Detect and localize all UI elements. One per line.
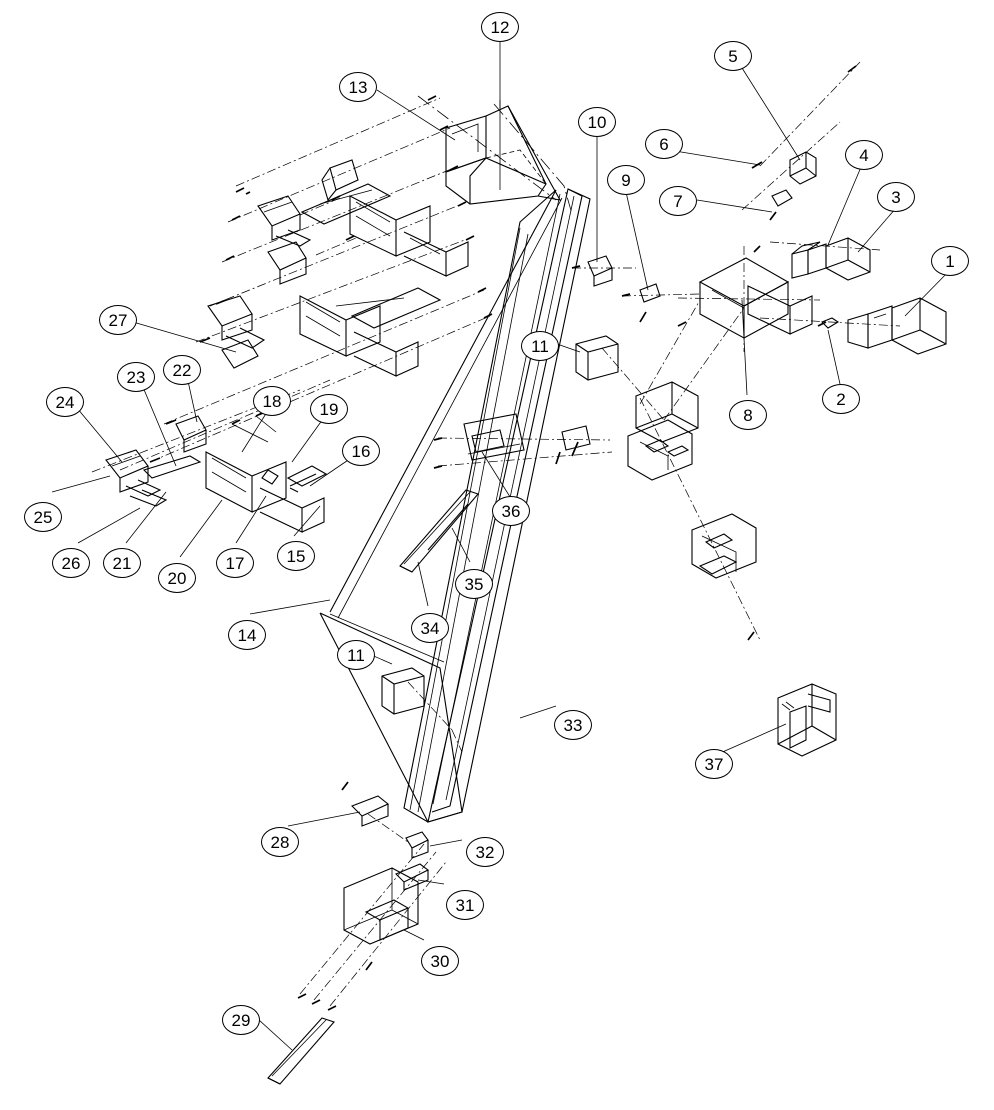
balloon-14[interactable]: 14 xyxy=(228,620,266,650)
balloon-29[interactable]: 29 xyxy=(222,1005,260,1035)
balloon-1[interactable]: 1 xyxy=(931,246,969,276)
cover-11-upper xyxy=(576,336,664,420)
balloon-19[interactable]: 19 xyxy=(310,394,348,424)
balloon-26[interactable]: 26 xyxy=(52,548,90,578)
balloon-21[interactable]: 21 xyxy=(103,548,141,578)
strip-29 xyxy=(268,1018,334,1084)
main-rail xyxy=(320,189,590,822)
balloon-11-upper[interactable]: 11 xyxy=(521,331,559,361)
balloon-35[interactable]: 35 xyxy=(455,569,493,599)
balloon-27[interactable]: 27 xyxy=(99,305,137,335)
plate-36 xyxy=(434,414,612,468)
balloon-22[interactable]: 22 xyxy=(163,355,201,385)
balloon-2[interactable]: 2 xyxy=(822,384,860,414)
balloon-11-lower[interactable]: 11 xyxy=(337,640,375,670)
balloon-20[interactable]: 20 xyxy=(158,563,196,593)
balloon-33[interactable]: 33 xyxy=(554,710,592,740)
balloon-18[interactable]: 18 xyxy=(253,386,291,416)
left-lower-subassembly xyxy=(106,412,326,532)
balloon-17[interactable]: 17 xyxy=(216,548,254,578)
balloon-4[interactable]: 4 xyxy=(845,140,883,170)
balloon-28[interactable]: 28 xyxy=(261,827,299,857)
balloon-13[interactable]: 13 xyxy=(339,72,377,102)
balloon-8[interactable]: 8 xyxy=(729,400,767,430)
balloon-15[interactable]: 15 xyxy=(277,541,315,571)
balloon-34[interactable]: 34 xyxy=(411,613,449,643)
balloon-36[interactable]: 36 xyxy=(492,496,530,526)
box-37 xyxy=(778,684,836,756)
balloon-10[interactable]: 10 xyxy=(578,107,616,137)
balloon-31[interactable]: 31 xyxy=(446,890,484,920)
balloon-12[interactable]: 12 xyxy=(481,12,519,42)
balloon-25[interactable]: 25 xyxy=(24,502,62,532)
balloon-32[interactable]: 32 xyxy=(466,837,504,867)
balloon-24[interactable]: 24 xyxy=(46,387,84,417)
balloon-30[interactable]: 30 xyxy=(421,946,459,976)
leader-lines xyxy=(52,42,950,1050)
balloon-37[interactable]: 37 xyxy=(695,749,733,779)
left-axis-lines xyxy=(92,98,490,472)
balloon-3[interactable]: 3 xyxy=(877,182,915,212)
balloon-6[interactable]: 6 xyxy=(645,129,683,159)
balloon-5[interactable]: 5 xyxy=(714,41,752,71)
balloon-9[interactable]: 9 xyxy=(607,165,645,195)
bottom-subassembly xyxy=(298,782,446,1010)
left-bracket-stack xyxy=(208,160,468,376)
balloon-7[interactable]: 7 xyxy=(659,186,697,216)
balloon-23[interactable]: 23 xyxy=(117,362,155,392)
balloon-16[interactable]: 16 xyxy=(342,436,380,466)
centerlines xyxy=(452,300,744,752)
